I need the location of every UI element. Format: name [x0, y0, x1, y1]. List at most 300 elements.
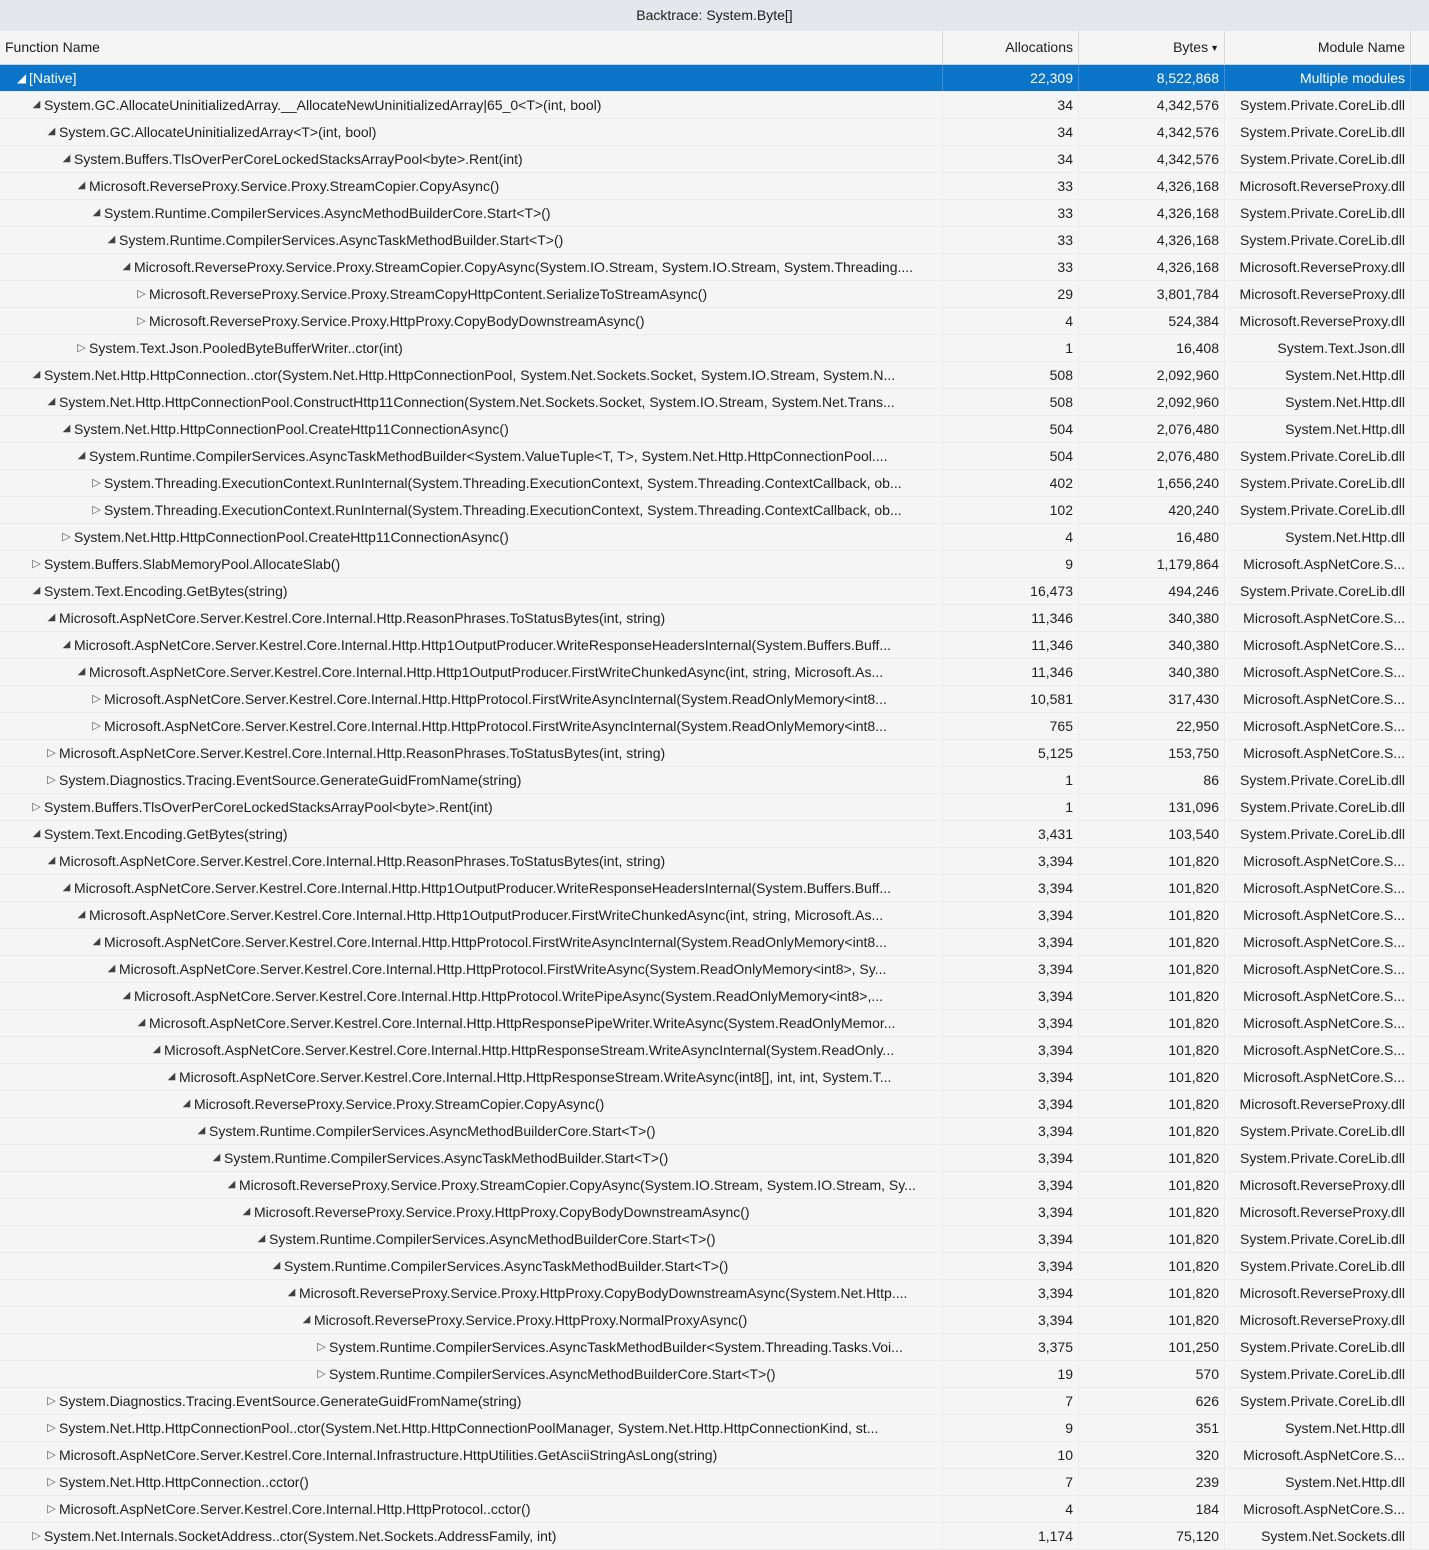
collapse-arrow-icon[interactable]: ◢ [287, 1287, 296, 1298]
function-name-cell [0, 686, 943, 712]
tree-row[interactable] [0, 848, 1429, 875]
tree-row[interactable] [0, 983, 1429, 1010]
expand-arrow-icon[interactable]: ▷ [92, 693, 101, 705]
module-name-cell: System.Private.CoreLib.dll [1225, 767, 1411, 793]
tree-row[interactable] [0, 1307, 1429, 1334]
function-name: Microsoft.ReverseProxy.Service.Proxy.StreamCopier.CopyAsync(System.IO.Stream, System.IO.Stream, System.Threading.... [134, 259, 914, 275]
bytes-cell: 101,820 [1079, 956, 1225, 982]
tree-row[interactable] [0, 1145, 1429, 1172]
function-name: Microsoft.AspNetCore.Server.Kestrel.Core.Internal.Http.Http1OutputProducer.WriteResponseHeadersInternal(System.Buffers.Buff... [74, 880, 892, 896]
function-name-cell [0, 1334, 943, 1360]
expand-arrow-icon[interactable]: ▷ [92, 504, 101, 516]
bytes-cell: 101,820 [1079, 1253, 1225, 1279]
function-name-cell [0, 1307, 943, 1333]
allocations-cell: 9 [943, 551, 1079, 577]
tree-row[interactable] [0, 1199, 1429, 1226]
column-header-module-name[interactable] [1225, 31, 1411, 64]
allocations-cell: 7 [943, 1388, 1079, 1414]
bytes-cell: 4,342,576 [1079, 119, 1225, 145]
tree-row[interactable] [0, 1442, 1429, 1469]
bytes-cell: 524,384 [1079, 308, 1225, 334]
allocations-cell: 3,394 [943, 1226, 1079, 1252]
tree-row[interactable] [0, 254, 1429, 281]
module-name-cell: System.Private.CoreLib.dll [1225, 1361, 1411, 1387]
collapse-arrow-icon[interactable]: ◢ [272, 1260, 281, 1271]
function-name: System.Threading.ExecutionContext.RunInternal(System.Threading.ExecutionContext, System.Threading.ContextCallback, ob... [104, 502, 902, 518]
module-name-cell: System.Net.Http.dll [1225, 362, 1411, 388]
allocations-cell: 3,394 [943, 1118, 1079, 1144]
collapse-arrow-icon[interactable]: ◢ [62, 153, 71, 164]
allocations-cell: 33 [943, 173, 1079, 199]
function-name-cell [0, 1118, 943, 1144]
function-name-cell [0, 1442, 943, 1468]
tree-row[interactable] [0, 362, 1429, 389]
module-name-cell: System.Net.Http.dll [1225, 1469, 1411, 1495]
function-name: Microsoft.AspNetCore.Server.Kestrel.Core.Internal.Http.HttpResponsePipeWriter.WriteAsync(System.ReadOnlyMemor... [149, 1015, 896, 1031]
function-name: Microsoft.ReverseProxy.Service.Proxy.StreamCopier.CopyAsync() [194, 1096, 605, 1112]
module-name-cell: System.Private.CoreLib.dll [1225, 1388, 1411, 1414]
allocations-cell: 7 [943, 1469, 1079, 1495]
function-name-cell [0, 1037, 943, 1063]
module-name-cell: Microsoft.ReverseProxy.dll [1225, 173, 1411, 199]
collapse-arrow-icon[interactable]: ◢ [62, 882, 71, 893]
expand-arrow-icon[interactable]: ▷ [317, 1341, 326, 1353]
expand-arrow-icon[interactable]: ▷ [47, 1476, 56, 1488]
function-name: System.Diagnostics.Tracing.EventSource.GenerateGuidFromName(string) [59, 772, 522, 788]
function-name: Microsoft.AspNetCore.Server.Kestrel.Core.Internal.Http.HttpProtocol.FirstWriteAsyncInternal(System.ReadOnlyMemory<int8... [104, 718, 887, 734]
module-name-cell: Microsoft.ReverseProxy.dll [1225, 1172, 1411, 1198]
function-name-cell [0, 1064, 943, 1090]
function-name: Microsoft.ReverseProxy.Service.Proxy.HttpProxy.CopyBodyDownstreamAsync(System.Net.Http.... [299, 1285, 908, 1301]
collapse-arrow-icon[interactable]: ◢ [77, 180, 86, 191]
allocations-cell: 3,394 [943, 902, 1079, 928]
module-name-cell: System.Private.CoreLib.dll [1225, 1145, 1411, 1171]
module-name-cell: Microsoft.AspNetCore.S... [1225, 902, 1411, 928]
allocations-cell: 10,581 [943, 686, 1079, 712]
expand-arrow-icon[interactable]: ▷ [47, 1503, 56, 1515]
allocations-cell: 19 [943, 1361, 1079, 1387]
bytes-cell: 1,656,240 [1079, 470, 1225, 496]
function-name-cell [0, 1172, 943, 1198]
function-name-cell [0, 65, 943, 91]
bytes-cell: 101,820 [1079, 1064, 1225, 1090]
function-name: [Native] [29, 70, 77, 86]
expand-arrow-icon[interactable]: ▷ [92, 477, 101, 489]
bytes-cell: 75,120 [1079, 1523, 1225, 1549]
bytes-cell: 101,820 [1079, 1226, 1225, 1252]
module-name-cell: System.Private.CoreLib.dll [1225, 470, 1411, 496]
tree-row[interactable] [0, 659, 1429, 686]
allocations-cell: 33 [943, 254, 1079, 280]
collapse-arrow-icon[interactable]: ◢ [212, 1152, 221, 1163]
module-name-cell: Microsoft.ReverseProxy.dll [1225, 308, 1411, 334]
function-name: Microsoft.AspNetCore.Server.Kestrel.Core.Internal.Http.Http1OutputProducer.FirstWriteChunkedAsync(int, string, Microsoft.As... [89, 907, 884, 923]
collapse-arrow-icon[interactable]: ◢ [47, 396, 56, 407]
tree-row[interactable] [0, 902, 1429, 929]
expand-arrow-icon[interactable]: ▷ [77, 342, 86, 354]
function-name-cell [0, 956, 943, 982]
function-name-cell [0, 362, 943, 388]
function-name-cell [0, 389, 943, 415]
tree-row[interactable] [0, 956, 1429, 983]
tree-row[interactable] [0, 605, 1429, 632]
collapse-arrow-icon[interactable]: ◢ [47, 855, 56, 866]
tree-row[interactable] [0, 1091, 1429, 1118]
allocations-cell: 22,309 [943, 65, 1079, 91]
bytes-cell: 4,326,168 [1079, 227, 1225, 253]
column-header-bytes[interactable] [1079, 31, 1225, 64]
collapse-arrow-icon[interactable]: ◢ [16, 71, 27, 85]
allocations-cell: 10 [943, 1442, 1079, 1468]
collapse-arrow-icon[interactable]: ◢ [227, 1179, 236, 1190]
module-name-cell: System.Private.CoreLib.dll [1225, 443, 1411, 469]
module-name-cell: Microsoft.AspNetCore.S... [1225, 740, 1411, 766]
function-name-cell [0, 524, 943, 550]
collapse-arrow-icon[interactable]: ◢ [32, 585, 41, 596]
allocations-cell: 4 [943, 524, 1079, 550]
allocations-cell: 3,394 [943, 848, 1079, 874]
function-name: Microsoft.AspNetCore.Server.Kestrel.Core.Internal.Http.HttpResponseStream.WriteAsync(int8[], int, int, System.T... [179, 1069, 892, 1085]
allocations-cell: 34 [943, 119, 1079, 145]
module-name-cell: System.Private.CoreLib.dll [1225, 227, 1411, 253]
expand-arrow-icon[interactable]: ▷ [47, 774, 56, 786]
allocations-cell: 504 [943, 416, 1079, 442]
collapse-arrow-icon[interactable]: ◢ [62, 639, 71, 650]
function-name-cell [0, 632, 943, 658]
allocations-cell: 11,346 [943, 632, 1079, 658]
collapse-arrow-icon[interactable]: ◢ [47, 126, 56, 137]
expand-arrow-icon[interactable]: ▷ [92, 720, 101, 732]
function-name-cell [0, 578, 943, 604]
tree-row[interactable] [0, 821, 1429, 848]
function-name-cell [0, 173, 943, 199]
module-name-cell: Microsoft.AspNetCore.S... [1225, 605, 1411, 631]
tree-row[interactable] [0, 200, 1429, 227]
collapse-arrow-icon[interactable]: ◢ [302, 1314, 311, 1325]
module-name-cell: Microsoft.AspNetCore.S... [1225, 929, 1411, 955]
tree-row[interactable] [0, 1415, 1429, 1442]
bytes-cell: 184 [1079, 1496, 1225, 1522]
collapse-arrow-icon[interactable]: ◢ [242, 1206, 251, 1217]
module-name-cell: Microsoft.AspNetCore.S... [1225, 632, 1411, 658]
bytes-cell: 101,820 [1079, 875, 1225, 901]
function-name: System.Runtime.CompilerServices.AsyncTaskMethodBuilder<System.ValueTuple<T, T>, System.Net.Http.HttpConnectionPool.... [89, 448, 888, 464]
module-name-cell: System.Net.Http.dll [1225, 524, 1411, 550]
tree-row[interactable] [0, 1064, 1429, 1091]
tree-row[interactable] [0, 713, 1429, 740]
column-header-label: Bytes [1173, 39, 1209, 55]
tree-row[interactable] [0, 227, 1429, 254]
function-name: System.Buffers.SlabMemoryPool.AllocateSlab() [44, 556, 341, 572]
function-name: System.Runtime.CompilerServices.AsyncTaskMethodBuilder.Start<T>() [284, 1258, 729, 1274]
tree-row[interactable] [0, 146, 1429, 173]
tree-row[interactable] [0, 929, 1429, 956]
tree-row[interactable] [0, 1118, 1429, 1145]
function-name: System.Runtime.CompilerServices.AsyncTaskMethodBuilder.Start<T>() [119, 232, 564, 248]
function-name-cell [0, 713, 943, 739]
allocations-cell: 3,431 [943, 821, 1079, 847]
tree-row[interactable] [0, 1361, 1429, 1388]
module-name-cell: Microsoft.ReverseProxy.dll [1225, 1091, 1411, 1117]
bytes-cell: 570 [1079, 1361, 1225, 1387]
function-name-cell [0, 1253, 943, 1279]
tree-row[interactable] [0, 1388, 1429, 1415]
bytes-cell: 3,801,784 [1079, 281, 1225, 307]
module-name-cell: Microsoft.ReverseProxy.dll [1225, 1307, 1411, 1333]
function-name-cell [0, 146, 943, 172]
tree-row[interactable] [0, 1334, 1429, 1361]
module-name-cell: System.Private.CoreLib.dll [1225, 578, 1411, 604]
tree-row[interactable] [0, 1280, 1429, 1307]
bytes-cell: 101,820 [1079, 983, 1225, 1009]
tree-row[interactable] [0, 1469, 1429, 1496]
allocations-cell: 402 [943, 470, 1079, 496]
function-name-cell [0, 1523, 943, 1549]
allocations-cell: 3,394 [943, 1280, 1079, 1306]
bytes-cell: 101,820 [1079, 929, 1225, 955]
allocations-cell: 29 [943, 281, 1079, 307]
collapse-arrow-icon[interactable]: ◢ [107, 963, 116, 974]
module-name-cell: System.Private.CoreLib.dll [1225, 200, 1411, 226]
collapse-arrow-icon[interactable]: ◢ [77, 450, 86, 461]
function-name-cell [0, 902, 943, 928]
tree-row[interactable] [0, 794, 1429, 821]
bytes-cell: 4,326,168 [1079, 173, 1225, 199]
tree-row[interactable] [0, 875, 1429, 902]
allocations-cell: 508 [943, 389, 1079, 415]
collapse-arrow-icon[interactable]: ◢ [107, 234, 116, 245]
function-name-cell [0, 443, 943, 469]
collapse-arrow-icon[interactable]: ◢ [137, 1017, 146, 1028]
collapse-arrow-icon[interactable]: ◢ [32, 828, 41, 839]
allocations-cell: 11,346 [943, 659, 1079, 685]
function-name: System.Runtime.CompilerServices.AsyncMethodBuilderCore.Start<T>() [104, 205, 551, 221]
function-name-cell [0, 416, 943, 442]
tree-row[interactable] [0, 389, 1429, 416]
module-name-cell: Microsoft.AspNetCore.S... [1225, 686, 1411, 712]
function-name: Microsoft.ReverseProxy.Service.Proxy.HttpProxy.CopyBodyDownstreamAsync() [254, 1204, 750, 1220]
bytes-cell: 101,820 [1079, 1037, 1225, 1063]
module-name-cell: System.Net.Sockets.dll [1225, 1523, 1411, 1549]
collapse-arrow-icon[interactable]: ◢ [122, 990, 131, 1001]
expand-arrow-icon[interactable]: ▷ [32, 558, 41, 570]
bytes-cell: 101,820 [1079, 902, 1225, 928]
module-name-cell: Microsoft.ReverseProxy.dll [1225, 1280, 1411, 1306]
tree-row[interactable] [0, 1523, 1429, 1550]
module-name-cell: System.Net.Http.dll [1225, 1415, 1411, 1441]
bytes-cell: 101,820 [1079, 1010, 1225, 1036]
function-name: System.Text.Encoding.GetBytes(string) [44, 826, 288, 842]
tree-row[interactable] [0, 632, 1429, 659]
expand-arrow-icon[interactable]: ▷ [47, 1422, 56, 1434]
allocations-cell: 102 [943, 497, 1079, 523]
bytes-cell: 86 [1079, 767, 1225, 793]
module-name-cell: Microsoft.AspNetCore.S... [1225, 1037, 1411, 1063]
module-name-cell: System.Private.CoreLib.dll [1225, 92, 1411, 118]
function-name-cell [0, 227, 943, 253]
module-name-cell: System.Private.CoreLib.dll [1225, 1334, 1411, 1360]
allocations-cell: 3,394 [943, 956, 1079, 982]
tree-row[interactable] [0, 173, 1429, 200]
module-name-cell: Microsoft.AspNetCore.S... [1225, 956, 1411, 982]
collapse-arrow-icon[interactable]: ◢ [92, 207, 101, 218]
bytes-cell: 101,820 [1079, 1172, 1225, 1198]
tree-row[interactable] [0, 578, 1429, 605]
function-name: System.Net.Http.HttpConnectionPool.CreateHttp11ConnectionAsync() [74, 421, 509, 437]
expand-arrow-icon[interactable]: ▷ [137, 315, 146, 327]
collapse-arrow-icon[interactable]: ◢ [257, 1233, 266, 1244]
collapse-arrow-icon[interactable]: ◢ [167, 1071, 176, 1082]
collapse-arrow-icon[interactable]: ◢ [47, 612, 56, 623]
function-name: Microsoft.AspNetCore.Server.Kestrel.Core.Internal.Http.ReasonPhrases.ToStatusBytes(int, string) [59, 610, 666, 626]
tree-row[interactable] [0, 119, 1429, 146]
expand-arrow-icon[interactable]: ▷ [47, 1449, 56, 1461]
bytes-cell: 2,092,960 [1079, 389, 1225, 415]
function-name-cell [0, 740, 943, 766]
collapse-arrow-icon[interactable]: ◢ [32, 369, 41, 380]
bytes-cell: 16,480 [1079, 524, 1225, 550]
allocations-cell: 1 [943, 794, 1079, 820]
function-name-cell [0, 1010, 943, 1036]
bytes-cell: 2,076,480 [1079, 416, 1225, 442]
function-name-cell [0, 1388, 943, 1414]
collapse-arrow-icon[interactable]: ◢ [62, 423, 71, 434]
allocations-cell: 3,394 [943, 1199, 1079, 1225]
tree-row[interactable] [0, 281, 1429, 308]
function-name-cell [0, 1199, 943, 1225]
collapse-arrow-icon[interactable]: ◢ [152, 1044, 161, 1055]
expand-arrow-icon[interactable]: ▷ [317, 1368, 326, 1380]
bytes-cell: 2,092,960 [1079, 362, 1225, 388]
expand-arrow-icon[interactable]: ▷ [47, 747, 56, 759]
bytes-cell: 103,540 [1079, 821, 1225, 847]
function-name: Microsoft.AspNetCore.Server.Kestrel.Core.Internal.Http.Http1OutputProducer.WriteResponseHeadersInternal(System.Buffers.Buff... [74, 637, 892, 653]
bytes-cell: 22,950 [1079, 713, 1225, 739]
tree-row[interactable] [0, 443, 1429, 470]
tree-row[interactable] [0, 551, 1429, 578]
column-header-function-name[interactable] [0, 31, 943, 64]
allocations-cell: 16,473 [943, 578, 1079, 604]
backtrace-tree-grid[interactable] [0, 31, 1429, 1550]
function-name-cell [0, 848, 943, 874]
bytes-cell: 101,820 [1079, 1118, 1225, 1144]
bytes-cell: 340,380 [1079, 605, 1225, 631]
tree-row[interactable] [0, 416, 1429, 443]
bytes-cell: 2,076,480 [1079, 443, 1225, 469]
bytes-cell: 4,326,168 [1079, 254, 1225, 280]
function-name-cell [0, 200, 943, 226]
tree-row[interactable] [0, 335, 1429, 362]
allocations-cell: 34 [943, 146, 1079, 172]
allocations-cell: 9 [943, 1415, 1079, 1441]
module-name-cell: Microsoft.ReverseProxy.dll [1225, 281, 1411, 307]
expand-arrow-icon[interactable]: ▷ [47, 1395, 56, 1407]
allocations-cell: 3,394 [943, 1307, 1079, 1333]
function-name-cell [0, 1496, 943, 1522]
function-name-cell [0, 821, 943, 847]
function-name: System.Net.Http.HttpConnectionPool.CreateHttp11ConnectionAsync() [74, 529, 509, 545]
function-name-cell [0, 92, 943, 118]
allocations-cell: 3,375 [943, 1334, 1079, 1360]
bytes-cell: 16,408 [1079, 335, 1225, 361]
allocations-cell: 1,174 [943, 1523, 1079, 1549]
allocations-cell: 3,394 [943, 929, 1079, 955]
expand-arrow-icon[interactable]: ▷ [32, 1530, 41, 1542]
function-name-cell [0, 1091, 943, 1117]
bytes-cell: 351 [1079, 1415, 1225, 1441]
function-name-cell [0, 470, 943, 496]
tree-row[interactable] [0, 1253, 1429, 1280]
function-name-cell [0, 1145, 943, 1171]
expand-arrow-icon[interactable]: ▷ [137, 288, 146, 300]
module-name-cell: Microsoft.AspNetCore.S... [1225, 1442, 1411, 1468]
expand-arrow-icon[interactable]: ▷ [32, 801, 41, 813]
allocations-cell: 3,394 [943, 1037, 1079, 1063]
window-title: Backtrace: System.Byte[] [0, 0, 1429, 31]
tree-row[interactable] [0, 1226, 1429, 1253]
allocations-cell: 5,125 [943, 740, 1079, 766]
tree-row[interactable] [0, 767, 1429, 794]
tree-row[interactable] [0, 65, 1429, 92]
tree-row[interactable] [0, 524, 1429, 551]
collapse-arrow-icon[interactable]: ◢ [32, 99, 41, 110]
module-name-cell: System.Net.Http.dll [1225, 389, 1411, 415]
tree-row[interactable] [0, 1037, 1429, 1064]
function-name: System.Text.Encoding.GetBytes(string) [44, 583, 288, 599]
function-name: Microsoft.AspNetCore.Server.Kestrel.Core.Internal.Infrastructure.HttpUtilities.GetAsciiStringAsLong(string) [59, 1447, 718, 1463]
function-name-cell [0, 335, 943, 361]
tree-row[interactable] [0, 1496, 1429, 1523]
tree-row[interactable] [0, 92, 1429, 119]
bytes-cell: 340,380 [1079, 632, 1225, 658]
collapse-arrow-icon[interactable]: ◢ [77, 666, 86, 677]
module-name-cell: Microsoft.AspNetCore.S... [1225, 875, 1411, 901]
column-header-allocations[interactable] [943, 31, 1079, 64]
collapse-arrow-icon[interactable]: ◢ [77, 909, 86, 920]
tree-row[interactable] [0, 308, 1429, 335]
function-name-cell [0, 1280, 943, 1306]
tree-row[interactable] [0, 497, 1429, 524]
allocations-cell: 11,346 [943, 605, 1079, 631]
function-name-cell [0, 605, 943, 631]
collapse-arrow-icon[interactable]: ◢ [122, 261, 131, 272]
tree-row[interactable] [0, 686, 1429, 713]
allocations-cell: 504 [943, 443, 1079, 469]
collapse-arrow-icon[interactable]: ◢ [197, 1125, 206, 1136]
bytes-cell: 1,179,864 [1079, 551, 1225, 577]
collapse-arrow-icon[interactable]: ◢ [182, 1098, 191, 1109]
tree-row[interactable] [0, 470, 1429, 497]
column-header-label: Module Name [1317, 39, 1405, 55]
module-name-cell: Microsoft.AspNetCore.S... [1225, 551, 1411, 577]
expand-arrow-icon[interactable]: ▷ [62, 531, 71, 543]
module-name-cell: Microsoft.AspNetCore.S... [1225, 848, 1411, 874]
tree-row[interactable] [0, 1172, 1429, 1199]
function-name-cell [0, 794, 943, 820]
function-name-cell [0, 1226, 943, 1252]
allocations-cell: 3,394 [943, 1253, 1079, 1279]
function-name: Microsoft.ReverseProxy.Service.Proxy.HttpProxy.CopyBodyDownstreamAsync() [149, 313, 645, 329]
column-header-row [0, 31, 1429, 65]
bytes-cell: 131,096 [1079, 794, 1225, 820]
tree-row[interactable] [0, 740, 1429, 767]
sort-descending-icon: ▼ [1210, 43, 1219, 53]
function-name-cell [0, 1469, 943, 1495]
collapse-arrow-icon[interactable]: ◢ [92, 936, 101, 947]
function-name: System.Diagnostics.Tracing.EventSource.GenerateGuidFromName(string) [59, 1393, 522, 1409]
function-name: System.Text.Json.PooledByteBufferWriter..ctor(int) [89, 340, 403, 356]
tree-row[interactable] [0, 1010, 1429, 1037]
